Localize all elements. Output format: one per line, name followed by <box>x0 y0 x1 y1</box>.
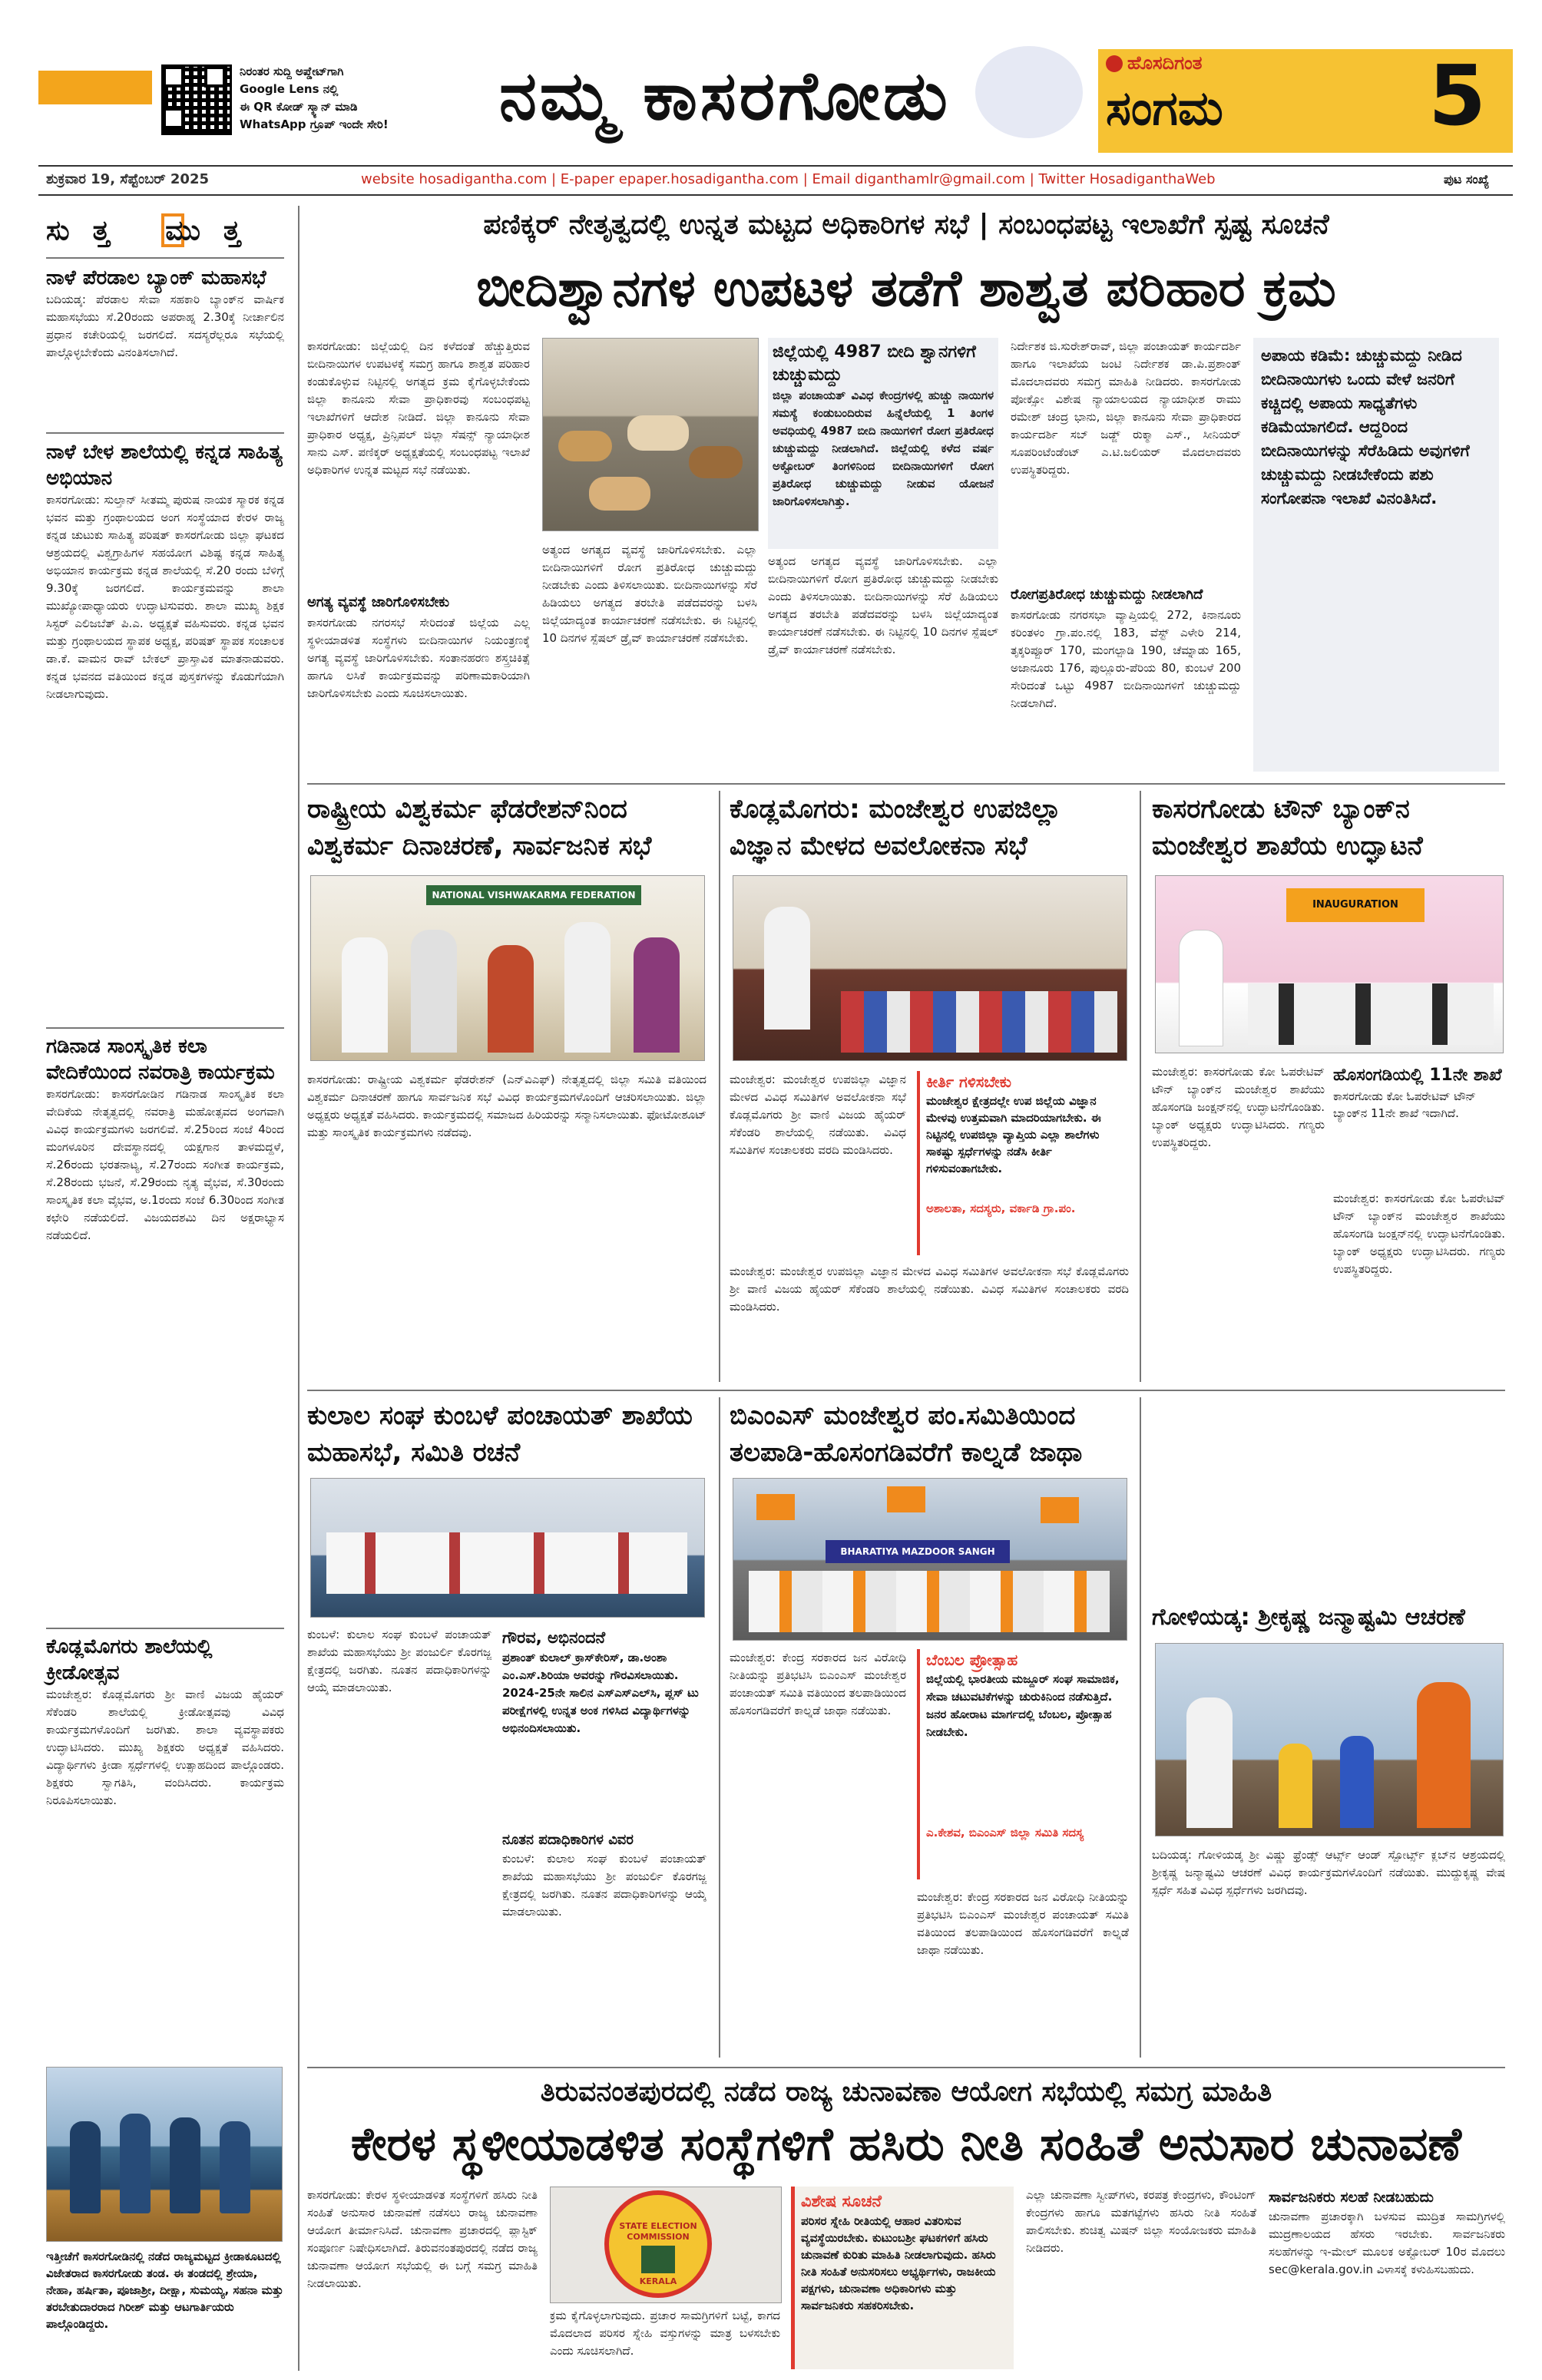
divider <box>46 1628 284 1629</box>
masthead-title: ನಮ್ಮ ಕಾಸರಗೋಡು <box>499 56 951 135</box>
story-head: ಕುಲಾಲ ಸಂಘ ಕುಂಬಳೆ ಪಂಚಾಯತ್ ಶಾಖೆಯ ಮಹಾಸಭೆ, ಸಮಿತಿ ರಚನೆ <box>307 1400 693 1468</box>
story-town-bank <box>1152 791 1505 868</box>
story-text-cont: ಮಂಜೇಶ್ವರ: ಕಾಸರಗೋಡು ಕೋ ಓಪರೇಟಿವ್ ಟೌನ್ ಬ್ಯಾಂಕ್‌ನ ಮಂಜೇಶ್ವರ ಶಾಖೆಯು ಹೊಸಂಗಡಿ ಜಂಕ್ಷನ್‌ನಲ್ಲಿ ಉದ್ಘಾಟನೆಗೊಂಡಿತು. ಬ್ಯಾಂಕ್ ಅಧ್ಯಕ್ಷರು ಉದ್ಘಾಟಿಸಿದರು. ಗಣ್ಯರು ಉಪಸ್ಥಿತರಿದ್ದರು. <box>1333 1192 1505 1276</box>
divider <box>46 257 284 259</box>
sports-team-photo <box>46 2067 283 2242</box>
seal-text: STATE ELECTION COMMISSION <box>619 2221 697 2242</box>
column-divider <box>719 791 720 1382</box>
qr-corner <box>163 107 184 129</box>
seal-ballot-icon <box>641 2246 675 2273</box>
player-figure <box>120 2114 151 2213</box>
danger-box <box>1253 338 1499 772</box>
kulala-meeting-photo <box>310 1478 705 1618</box>
person-figure <box>411 930 457 1053</box>
qr-line: Google Lens ನಲ್ಲಿ <box>240 82 339 96</box>
story-head: ಗೋಳಿಯಡ್ಕ: ಶ್ರೀಕೃಷ್ಣ ಜನ್ಮಾಷ್ಟಮಿ ಆಚರಣೆ <box>1152 1604 1465 1631</box>
dog-figure <box>589 477 650 511</box>
left-item-head: ನಾಳೆ ಬೇಳ ಶಾಲೆಯಲ್ಲಿ ಕನ್ನಡ ಸಾಹಿತ್ಯ ಅಭಿಯಾನ <box>46 441 283 490</box>
vishwakarma-photo <box>310 875 705 1061</box>
date: ಶುಕ್ರವಾರ 19, ಸೆಪ್ಟೆಂಬರ್ 2025 <box>46 171 210 187</box>
left-item <box>46 439 284 1021</box>
lead-col3-sub: ರೋಗಪ್ರತಿರೋಧ ಚುಚ್ಚುಮದ್ದು ನೀಡಲಾಗಿದೆ <box>1011 587 1203 603</box>
divider <box>46 432 284 434</box>
science-box-text: ಮಂಜೇಶ್ವರ ಕ್ಷೇತ್ರದಲ್ಲೇ ಉಪ ಜಿಲ್ಲೆಯ ವಿಜ್ಞಾನ ಮೇಳವು ಉತ್ತಮವಾಗಿ ಮಾದರಿಯಾಗಬೇಕು. ಈ ನಿಟ್ಟಿನಲ್ಲಿ ಉಪಜಿಲ್ಲಾ ವ್ಯಾಪ್ತಿಯ ಎಲ್ಲಾ ಶಾಲೆಗಳು ಸಾಕಷ್ಟು ಸ್ಪರ್ಧೆಗಳನ್ನು ನಡೆಸಿ ಕೀರ್ತಿ ಗಳಿಸುವಂತಾಗಬೇಕು. <box>926 1094 1101 1175</box>
page-label: ಪುಟ ಸಂಖ್ಯೆ <box>1444 172 1490 187</box>
lead-kicker: ಪಣಿಕ್ಕರ್ ನೇತೃತ್ವದಲ್ಲಿ ಉನ್ನತ ಮಟ್ಟದ ಅಧಿಕಾರಿಗಳ ಸಭೆ | ಸಂಬಂಧಪಟ್ಟ ಇಲಾಖೆಗೆ ಸ್ಪಷ್ಟ ಸೂಚನೆ <box>483 209 1329 240</box>
child-figure <box>1340 1736 1374 1828</box>
election-seal-icon <box>604 2190 712 2298</box>
election-col4-text: ಚುನಾವಣಾ ಪ್ರಚಾರಕ್ಕಾಗಿ ಬಳಸುವ ಮುದ್ರಿತ ಸಾಮಗ್ರಿಗಳಲ್ಲಿ ಮುದ್ರಣಾಲಯದ ಹೆಸರು ಇರಬೇಕು. ಸಾರ್ವಜನಿಕರು ಸಲಹೆಗಳನ್ನು ಇ-ಮೇಲ್ ಮೂಲಕ ಅಕ್ಟೋಬರ್ 10ರ ಮೊದಲು sec@kerala.gov.in ವಿಳಾಸಕ್ಕೆ ಕಳುಹಿಸಬಹುದು. <box>1269 2210 1505 2276</box>
divider <box>307 2067 1505 2068</box>
qr-line: WhatsApp ಗ್ರೂಪ್ ಇಂದೇ ಸೇರಿ! <box>240 117 389 131</box>
person-figure <box>1179 930 1223 1046</box>
masthead-accent <box>38 71 152 104</box>
story-head: ಬಿಎಂಎಸ್ ಮಂಜೇಶ್ವರ ಪಂ.ಸಮಿತಿಯಿಂದ ತಲಪಾಡಿ-ಹೊಸಂಗಡಿವರೆಗೆ ಕಾಲ್ನಡೆ ಜಾಥಾ <box>730 1400 1083 1468</box>
column-divider <box>298 206 299 2371</box>
lead-col3: ನಿರ್ದೇಶಕ ಜಿ.ಸುರೇಶ್‌ರಾವ್, ಜಿಲ್ಲಾ ಪಂಚಾಯತ್ ಕಾರ್ಯದರ್ಶಿ ಹಾಗೂ ಇಲಾಖೆಯ ಜಂಟಿ ನಿರ್ದೇಶಕ ಡಾ.ಪಿ.ಪ್ರಶಾಂತ್ ಮೊದಲಾದವರು ಸಮಗ್ರ ಮಾಹಿತಿ ನೀಡಿದರು. ಕಾಸರಗೋಡು ಪೋಕ್ಸೋ ವಿಶೇಷ ನ್ಯಾಯಾಲಯದ ನ್ಯಾಯಾಧೀಶ ರಾಮು ರಮೇಶ್ ಚಂದ್ರ ಭಾನು, ಜಿಲ್ಲಾ ಕಾನೂನು ಸೇವಾ ಪ್ರಾಧಿಕಾರದ ಕಾರ್ಯದರ್ಶಿ ಸಬ್ ಜಡ್ಜ್ ರುಕ್ಮಾ ಎಸ್., ಸೀನಿಯರ್ ಸೂಪರಿಂಟೆಂಡೆಂಟ್ ಎ.ಟಿ.ಜಲಿಯರ್ ಮೊದಲಾದವರು ಉಪಸ್ಥಿತರಿದ್ದರು. <box>1011 339 1241 477</box>
audience-row <box>841 991 1117 1053</box>
story-text: ಕುಂಬಳೆ: ಕುಲಾಲ ಸಂಘ ಕುಂಬಳೆ ಪಂಚಾಯತ್ ಶಾಖೆಯ ಮಹಾಸಭೆಯು ಶ್ರೀ ಪಂಜುರ್ಲಿ ಕೊರಗಜ್ಜ ಕ್ಷೇತ್ರದಲ್ಲಿ ಜರಗಿತು. ನೂತನ ಪದಾಧಿಕಾರಿಗಳನ್ನು ಆಯ್ಕೆ ಮಾಡಲಾಯಿತು. <box>307 1628 491 1694</box>
story-janmashtami <box>1152 1601 1505 1635</box>
left-item <box>46 1634 284 2039</box>
special-notice-text: ಪರಿಸರ ಸ್ನೇಹಿ ರೀತಿಯಲ್ಲಿ ಆಹಾರ ವಿತರಿಸುವ ವ್ಯವಸ್ಥೆಯಿರಬೇಕು. ಕುಟುಂಬಶ್ರೀ ಘಟಕಗಳಿಗೆ ಹಸಿರು ಚುನಾವಣೆ ಕುರಿತು ಮಾಹಿತಿ ನೀಡಲಾಗುವುದು. ಹಸಿರು ನೀತಿ ಸಂಹಿತೆ ಅನುಸರಿಸಲು ಅಭ್ಯರ್ಥಿಗಳು, ರಾಜಕೀಯ ಪಕ್ಷಗಳು, ಚುನಾವಣಾ ಅಧಿಕಾರಿಗಳು ಮತ್ತು ಸಾರ್ವಜನಿಕರು ಸಹಕರಿಸಬೇಕು. <box>801 2214 996 2312</box>
lead-col3b: ಕಾಸರಗೋಡು ನಗರಸಭಾ ವ್ಯಾಪ್ತಿಯಲ್ಲಿ 272, ಕಿನಾನೂರು ಕರಿಂತಳಂ ಗ್ರಾ.ಪಂ.ನಲ್ಲಿ 183, ವೆಸ್ಟ್ ಎಳೇರಿ 214, ತೃಕ್ಕರಿಪ್ಪೂರ್ 170, ಮಂಗಲ್ಪಾಡಿ 190, ಚೆಮ್ನಾಡು 165, ಅಜಾನೂರು 176, ಪುಲ್ಲೂರು-ಪೆರಿಯ 80, ಕುಂಬಳೆ 200 ಸೇರಿದಂತೆ ಒಟ್ಟು 4987 ಬೀದಿನಾಯಿಗಳಿಗೆ ಚುಚ್ಚುಮದ್ದು ನೀಡಲಾಗಿದೆ. <box>1011 608 1241 710</box>
section-title <box>46 209 284 253</box>
story-head: ಕೊಡ್ಲಮೊಗರು: ಮಂಜೇಶ್ವರ ಉಪಜಿಲ್ಲಾ ವಿಜ್ಞಾನ ಮೇಳದ ಅವಲೋಕನಾ ಸಭೆ <box>730 794 1061 861</box>
contact-links[interactable]: website hosadigantha.com | E-paper epaper.hosadigantha.com | Email diganthamlr@gmail.com | Twitter HosadiganthaWeb <box>361 171 1216 187</box>
stray-dogs-photo <box>542 338 759 531</box>
qr-instructions <box>240 63 401 134</box>
divider <box>46 1027 284 1029</box>
person-figure <box>342 937 388 1053</box>
science-box-head: ಕೀರ್ತಿ ಗಳಿಸಬೇಕು <box>926 1073 1011 1091</box>
player-figure <box>170 2117 200 2213</box>
election-kicker: ತಿರುವನಂತಪುರದಲ್ಲಿ ನಡೆದ ರಾಜ್ಯ ಚುನಾವಣಾ ಆಯೋಗ ಸಭೆಯಲ್ಲಿ ಸಮಗ್ರ ಮಾಹಿತಿ <box>540 2076 1272 2107</box>
lead-col1-sub: ಅಗತ್ಯ ವ್ಯವಸ್ಥೆ ಜಾರಿಗೊಳಿಸಬೇಕು <box>307 594 450 610</box>
bms-box-text: ಜಿಲ್ಲೆಯಲ್ಲಿ ಭಾರತೀಯ ಮಜ್ದೂರ್ ಸಂಘ ಸಾಮಾಜಿಕ, ಸೇವಾ ಚಟುವಟಿಕೆಗಳನ್ನು ಚುರುಕಿನಿಂದ ನಡೆಸುತ್ತಿದೆ. ಜನರ ಹೋರಾಟ ಮಾರ್ಗದಲ್ಲಿ ಬೆಂಬಲ, ಪ್ರೋತ್ಸಾಹ ನೀಡಬೇಕು. <box>926 1672 1120 1739</box>
person-figure <box>564 922 611 1053</box>
bank-box-text: ಕಾಸರಗೋಡು ಕೋ ಓಪರೇಟಿವ್ ಟೌನ್ ಬ್ಯಾಂಕ್‌ನ 11ನೇ ಶಾಖೆ ಇದಾಗಿದೆ. <box>1333 1089 1476 1120</box>
person-figure <box>1417 1682 1471 1828</box>
story-text-cont: ಮಂಜೇಶ್ವರ: ಕೇಂದ್ರ ಸರಕಾರದ ಜನ ವಿರೋಧಿ ನೀತಿಯನ್ನು ಪ್ರತಿಭಟಿಸಿ ಬಿಎಂಎಸ್ ಮಂಜೇಶ್ವರ ಪಂಚಾಯತ್ ಸಮಿತಿ ವತಿಯಿಂದ ತಲಪಾಡಿಯಿಂದ ಹೊಸಂಗಡಿವರೆಗೆ ಕಾಲ್ನಡೆ ಜಾಥಾ ನಡೆಯಿತು. <box>917 1890 1129 1957</box>
story-vishwakarma <box>307 791 706 868</box>
seated-row <box>1248 983 1494 1045</box>
column-divider <box>1140 791 1141 1382</box>
brand-small: ಹೊಸದಿಗಂತ <box>1127 52 1203 74</box>
story-text: ಬದಿಯಡ್ಕ: ಗೋಳಿಯಡ್ಕ ಶ್ರೀ ವಿಷ್ಣು ಫ್ರೆಂಡ್ಸ್ ಆರ್ಟ್ಸ್ ಆಂಡ್ ಸ್ಪೋರ್ಟ್ಸ್ ಕ್ಲಬ್‌ನ ಆಶ್ರಯದಲ್ಲಿ ಶ್ರೀಕೃಷ್ಣ ಜನ್ಮಾಷ್ಟಮಿ ಆಚರಣೆ ವಿವಿಧ ಕಾರ್ಯಕ್ರಮಗಳೊಂದಿಗೆ ನಡೆಯಿತು. ಮುದ್ದುಕೃಷ್ಣ ವೇಷ ಸ್ಪರ್ಧೆ ಸಹಿತ ವಿವಿಧ ಸ್ಪರ್ಧೆಗಳು ಜರಗಿದವು. <box>1152 1848 1505 1897</box>
lead-box <box>768 338 998 549</box>
child-figure <box>1279 1744 1312 1828</box>
column-divider <box>1140 1397 1141 2058</box>
bms-box-author: ಎ.ಕೇಶವ, ಬಿಎಂಎಸ್ ಜಿಲ್ಲಾ ಸಮಿತಿ ಸದಸ್ಯ <box>926 1826 1084 1840</box>
left-item-text: ಮಂಜೇಶ್ವರ: ಕೊಡ್ಲಮೊಗರು ಶ್ರೀ ವಾಣಿ ವಿಜಯ ಹೈಯರ್ ಸೆಕೆಂಡರಿ ಶಾಲೆಯಲ್ಲಿ ಕ್ರೀಡೋತ್ಸವವು ವಿವಿಧ ಕಾರ್ಯಕ್ರಮಗಳೊಂದಿಗೆ ಜರಗಿತು. ಶಾಲಾ ವ್ಯವಸ್ಥಾಪಕರು ಉದ್ಘಾಟಿಸಿದರು. ಮುಖ್ಯ ಶಿಕ್ಷಕರು ಅಧ್ಯಕ್ಷತೆ ವಹಿಸಿದರು. ವಿದ್ಯಾರ್ಥಿಗಳು ಕ್ರೀಡಾ ಸ್ಪರ್ಧೆಗಳಲ್ಲಿ ಉತ್ಸಾಹದಿಂದ ಪಾಲ್ಗೊಂಡರು. ಶಿಕ್ಷಕರು ಸ್ವಾಗತಿಸಿ, ವಂದಿಸಿದರು. ಕಾರ್ಯಕ್ರಮ ನಿರೂಪಿಸಲಾಯಿತು. <box>46 1687 284 1807</box>
bank-box <box>1333 1063 1505 1186</box>
janmashtami-photo <box>1155 1643 1504 1836</box>
dog-figure <box>558 431 612 461</box>
left-item-text: ಕಾಸರಗೋಡು: ಕಾಸರಗೋಡಿನ ಗಡಿನಾಡ ಸಾಂಸ್ಕೃತಿಕ ಕಲಾ ವೇದಿಕೆಯ ನೇತೃತ್ವದಲ್ಲಿ ನವರಾತ್ರಿ ಮಹೋತ್ಸವದ ಅಂಗವಾಗಿ ವಿವಿಧ ಕಾರ್ಯಕ್ರಮಗಳು ಜರಗಲಿವೆ. ಸೆ.25ರಿಂದ ಸಂಜೆ 4ರಿಂದ ಮಂಗಳೂರಿನ ದೇವಸ್ಥಾನದಲ್ಲಿ ಯಕ್ಷಗಾನ ತಾಳಮದ್ದಳೆ, ಸೆ.26ರಂದು ಭರತನಾಟ್ಯ, ಸೆ.27ರಂದು ಸಂಗೀತ ಕಾರ್ಯಕ್ರಮ, ಸೆ.28ರಂದು ಭಜನೆ, ಸೆ.29ರಂದು ನೃತ್ಯ ವೈಭವ, ಸೆ.30ರಂದು ಸಾಂಸ್ಕೃತಿಕ ಕಲಾ ವೈಭವ, ಅ.1ರಂದು ಸಂಜೆ 6.30ರಿಂದ ಸಂಗೀತ ಕಛೇರಿ ನಡೆಯಲಿದೆ. ವಿಜಯದಶಮಿ ದಿನ ಅಕ್ಷರಾಭ್ಯಾಸ ನಡೆಯಲಿದೆ. <box>46 1087 284 1242</box>
lead-headline: ಬೀದಿಶ್ವಾನಗಳ ಉಪಟಳ ತಡೆಗೆ ಶಾಶ್ವತ ಪರಿಹಾರ ಕ್ರಮ <box>476 259 1336 318</box>
banner-sign: INAUGURATION <box>1286 888 1425 922</box>
bms-box-head: ಬೆಂಬಲ ಪ್ರೋತ್ಸಾಹ <box>926 1651 1018 1669</box>
honour-box <box>502 1626 706 2050</box>
dog-figure <box>627 415 689 451</box>
special-notice-box <box>791 2187 1014 2369</box>
left-item <box>46 1033 284 1598</box>
left-item-head: ಗಡಿನಾಡ ಸಾಂಸ್ಕೃತಿಕ ಕಲಾ ವೇದಿಕೆಯಿಂದ ನವರಾತ್ರಿ ಕಾರ್ಯಕ್ರಮ <box>46 1035 275 1084</box>
brand-logo-icon <box>1106 55 1123 72</box>
lead-box-text: ಜಿಲ್ಲಾ ಪಂಚಾಯತ್ ವಿವಿಧ ಕೇಂದ್ರಗಳಲ್ಲಿ ಹುಚ್ಚು ನಾಯಿಗಳ ಸಮಸ್ಯೆ ಕಂಡುಬಂದಿರುವ ಹಿನ್ನೆಲೆಯಲ್ಲಿ 1 ತಿಂಗಳ ಅವಧಿಯಲ್ಲಿ 4987 ಬೀದಿ ನಾಯಿಗಳಿಗೆ ರೋಗ ಪ್ರತಿರೋಧ ಚುಚ್ಚುಮದ್ದು ನೀಡಲಾಗಿದೆ. ಜಿಲ್ಲೆಯಲ್ಲಿ ಕಳೆದ ವರ್ಷ ಅಕ್ಟೋಬರ್ ತಿಂಗಳಿನಿಂದ ಬೀದಿನಾಯಿಗಳಿಗೆ ರೋಗ ಪ್ರತಿರೋಧ ಚುಚ್ಚುಮದ್ದು ನೀಡುವ ಯೋಜನೆ ಜಾರಿಗೊಳಿಸಲಾಗಿತ್ತು. <box>773 388 994 508</box>
bank-box-head: ಹೊಸಂಗಡಿಯಲ್ಲಿ 11ನೇ ಶಾಖೆ <box>1333 1066 1502 1085</box>
divider <box>307 783 1505 785</box>
election-headline: ಕೇರಳ ಸ್ಥಳೀಯಾಡಳಿತ ಸಂಸ್ಥೆಗಳಿಗೆ ಹಸಿರು ನೀತಿ ಸಂಹಿತೆ ಅನುಸಾರ ಚುನಾವಣೆ <box>350 2117 1462 2171</box>
election-seal-photo <box>550 2187 782 2303</box>
photo-caption: ಇತ್ತೀಚೆಗೆ ಕಾಸರಗೋಡಿನಲ್ಲಿ ನಡೆದ ರಾಜ್ಯಮಟ್ಟದ ಕ್ರೀಡಾಕೂಟದಲ್ಲಿ ವಿಜೇತರಾದ ಕಾಸರಗೋಡು ತಂಡ. ಈ ತಂಡದಲ್ಲಿ ಶ್ರೇಯಾ, ನೇಹಾ, ಹರ್ಷಿತಾ, ಪೂಜಾಶ್ರೀ, ದೀಕ್ಷಾ, ಸುಮಯ್ಯ, ಸಹನಾ ಮತ್ತು ತರಬೇತುದಾರರಾದ ಗಿರೀಶ್ ಮತ್ತು ಆಟಗಾರ್ತಿಯರು ಪಾಲ್ಗೊಂಡಿದ್ದರು. <box>46 2249 283 2331</box>
left-item-text: ಬದಿಯಡ್ಕ: ಪೆರಡಾಲ ಸೇವಾ ಸಹಕಾರಿ ಬ್ಯಾಂಕ್‌ನ ವಾರ್ಷಿಕ ಮಹಾಸಭೆಯು ಸೆ.20ರಂದು ಅಪರಾಹ್ನ 2.30ಕ್ಕೆ ನೀರ್ಚಾಲಿನ ಪ್ರಧಾನ ಕಚೇರಿಯಲ್ಲಿ ಜರಗಲಿದೆ. ಸದಸ್ಯರೆಲ್ಲರೂ ಸಭೆಯಲ್ಲಿ ಪಾಲ್ಗೊಳ್ಳಬೇಕೆಂದು ವಿನಂತಿಸಲಾಗಿದೆ. <box>46 293 284 359</box>
story-text: ಮಂಜೇಶ್ವರ: ಕೇಂದ್ರ ಸರಕಾರದ ಜನ ವಿರೋಧಿ ನೀತಿಯನ್ನು ಪ್ರತಿಭಟಿಸಿ ಬಿಎಂಎಸ್ ಮಂಜೇಶ್ವರ ಪಂಚಾಯತ್ ಸಮಿತಿ ವತಿಯಿಂದ ತಲಪಾಡಿಯಿಂದ ಹೊಸಂಗಡಿವರೆಗೆ ಕಾಲ್ನಡೆ ಜಾಥಾ ನಡೆಯಿತು. <box>730 1651 906 1717</box>
lead-col2b: ಅತ್ಯಂದ ಅಗತ್ಯದ ವ್ಯವಸ್ಥೆ ಜಾರಿಗೊಳಿಸಬೇಕು. ಎಲ್ಲಾ ಬೀದಿನಾಯಿಗಳಿಗೆ ರೋಗ ಪ್ರತಿರೋಧ ಚುಚ್ಚುಮದ್ದು ನೀಡಬೇಕು ಎಂದು ತಿಳಿಸಲಾಯಿತು. ಬೀದಿನಾಯಿಗಳನ್ನು ಸೆರೆ ಹಿಡಿಯಲು ಅಗತ್ಯದ ತರಬೇತಿ ಪಡೆದವರನ್ನು ಬಳಸಿ ಜಿಲ್ಲೆಯಾದ್ಯಂತ ಕಾರ್ಯಾಚರಣೆ ನಡೆಸಬೇಕು. ಈ ನಿಟ್ಟಿನಲ್ಲಿ 10 ದಿನಗಳ ಸ್ಪೆಷಲ್ ಡ್ರೈವ್ ಕಾರ್ಯಾಚರಣೆ ನಡೆಸಬೇಕು. <box>768 554 998 656</box>
left-item-head: ಕೊಡ್ಲಮೊಗರು ಶಾಲೆಯಲ್ಲಿ ಕ್ರೀಡೋತ್ಸವ <box>46 1635 213 1684</box>
column-divider <box>719 1397 720 2058</box>
person-figure <box>1186 1697 1233 1828</box>
science-box-author: ಅಶಾಲತಾ, ಸದಸ್ಯರು, ವರ್ಕಾಡಿ ಗ್ರಾ.ಪಂ. <box>926 1202 1076 1215</box>
left-item-head: ನಾಳೆ ಪೆರಡಾಲ ಬ್ಯಾಂಕ್ ಮಹಾಸಭೆ <box>46 266 266 289</box>
section-title-text: ಸುತ್ತ ಮುತ್ತ <box>46 215 264 246</box>
science-box <box>917 1071 1129 1255</box>
bms-rally-photo <box>733 1478 1127 1641</box>
divider <box>307 1390 1505 1391</box>
story-text: ಮಂಜೇಶ್ವರ: ಮಂಜೇಶ್ವರ ಉಪಜಿಲ್ಲಾ ವಿಜ್ಞಾನ ಮೇಳದ ವಿವಿಧ ಸಮಿತಿಗಳ ಅವಲೋಕನಾ ಸಭೆ ಕೊಡ್ಲಮೊಗರು ಶ್ರೀ ವಾಣಿ ವಿಜಯ ಹೈಯರ್ ಸೆಕೆಂಡರಿ ಶಾಲೆಯಲ್ಲಿ ನಡೆಯಿತು. ವಿವಿಧ ಸಮಿತಿಗಳ ಸಂಚಾಲಕರು ವರದಿ ಮಂಡಿಸಿದರು. <box>730 1073 906 1157</box>
player-figure <box>70 2121 101 2213</box>
honour-box-sub: ನೂತನ ಪದಾಧಿಕಾರಿಗಳ ವಿವರ <box>502 1832 634 1848</box>
bms-box <box>917 1649 1129 1879</box>
lead-col1: ಕಾಸರಗೋಡು: ಜಿಲ್ಲೆಯಲ್ಲಿ ದಿನ ಕಳೆದಂತೆ ಹೆಚ್ಚುತ್ತಿರುವ ಬೀದಿನಾಯಿಗಳ ಉಪಟಳಕ್ಕೆ ಸಮಗ್ರ ಹಾಗೂ ಶಾಶ್ವತ ಪರಿಹಾರ ಕಂಡುಕೊಳ್ಳುವ ನಿಟ್ಟಿನಲ್ಲಿ ಅಗತ್ಯದ ಕ್ರಮ ಕೈಗೊಳ್ಳಬೇಕೆಂದು ಜಿಲ್ಲಾ ಕಾನೂನು ಸೇವಾ ಪ್ರಾಧಿಕಾರವು ಸಂಬಂಧಪಟ್ಟ ಇಲಾಖೆಗಳಿಗೆ ಆದೇಶ ನೀಡಿದೆ. ಜಿಲ್ಲಾ ಕಾನೂನು ಸೇವಾ ಪ್ರಾಧಿಕಾರ ಅಧ್ಯಕ್ಷ, ಪ್ರಿನ್ಸಿಪಲ್ ಜಿಲ್ಲಾ ಸೆಷನ್ಸ್ ನ್ಯಾಯಾಧೀಶ ಸಾನು ಎಸ್. ಪಣಿಕ್ಕರ್ ಅಧ್ಯಕ್ಷತೆಯಲ್ಲಿ ಸಂಬಂಧಪಟ್ಟ ಇಲಾಖೆ ಅಧಿಕಾರಿಗಳ ಉನ್ನತ ಮಟ್ಟದ ಸಭೆ ನಡೆಯಿತು. <box>307 339 530 477</box>
election-col2: ಕ್ರಮ ಕೈಗೊಳ್ಳಲಾಗುವುದು. ಪ್ರಚಾರ ಸಾಮಗ್ರಿಗಳಿಗೆ ಬಟ್ಟೆ, ಕಾಗದ ಮೊದಲಾದ ಪರಿಸರ ಸ್ನೇಹಿ ವಸ್ತುಗಳನ್ನು ಮಾತ್ರ ಬಳಸಬೇಕು ಎಂದು ಸೂಚಿಸಲಾಗಿದೆ. <box>550 2309 780 2358</box>
story-science-fair <box>730 791 1129 868</box>
banner-sign: BHARATIYA MAZDOOR SANGH <box>826 1540 1010 1563</box>
bank-inauguration-photo <box>1155 875 1504 1053</box>
honour-box-cont: ಕುಂಬಳೆ: ಕುಲಾಲ ಸಂಘ ಕುಂಬಳೆ ಪಂಚಾಯತ್ ಶಾಖೆಯ ಮಹಾಸಭೆಯು ಶ್ರೀ ಪಂಜುರ್ಲಿ ಕೊರಗಜ್ಜ ಕ್ಷೇತ್ರದಲ್ಲಿ ಜರಗಿತು. ನೂತನ ಪದಾಧಿಕಾರಿಗಳನ್ನು ಆಯ್ಕೆ ಮಾಡಲಾಯಿತು. <box>502 1852 706 1919</box>
person-figure <box>488 945 534 1053</box>
qr-line: ಈ QR ಕೋಡ್ ಸ್ಕ್ಯಾನ್ ಮಾಡಿ <box>240 100 358 114</box>
qr-corner <box>163 66 184 88</box>
seal-sub: KERALA <box>639 2276 677 2286</box>
story-head: ರಾಷ್ಟ್ರೀಯ ವಿಶ್ವಕರ್ಮ ಫೆಡರೇಶನ್‌ನಿಂದ ವಿಶ್ವಕರ್ಮ ದಿನಾಚರಣೆ, ಸಾರ್ವಜನಿಕ ಸಭೆ <box>307 794 652 861</box>
story-text: ಮಂಜೇಶ್ವರ: ಕಾಸರಗೋಡು ಕೋ ಓಪರೇಟಿವ್ ಟೌನ್ ಬ್ಯಾಂಕ್‌ನ ಮಂಜೇಶ್ವರ ಶಾಖೆಯು ಹೊಸಂಗಡಿ ಜಂಕ್ಷನ್‌ನಲ್ಲಿ ಉದ್ಘಾಟನೆಗೊಂಡಿತು. ಬ್ಯಾಂಕ್ ಅಧ್ಯಕ್ಷರು ಉದ್ಘಾಟಿಸಿದರು. ಗಣ್ಯರು ಉಪಸ್ಥಿತರಿದ್ದರು. <box>1152 1065 1325 1149</box>
danger-box-text: ಅಪಾಯ ಕಡಿಮೆ: ಚುಚ್ಚುಮದ್ದು ನೀಡಿದ ಬೀದಿನಾಯಿಗಳು ಒಂದು ವೇಳೆ ಜನರಿಗೆ ಕಚ್ಚಿದಲ್ಲಿ ಅಪಾಯ ಸಾಧ್ಯತೆಗಳು ಕಡಿಮೆಯಾಗಲಿದೆ. ಆದ್ದರಿಂದ ಬೀದಿನಾಯಿಗಳನ್ನು ಸೆರೆಹಿಡಿದು ಅವುಗಳಿಗೆ ಚುಚ್ಚುಮದ್ದು ನೀಡಬೇಕೆಂದು ಪಶು ಸಂಗೋಪನಾ ಇಲಾಖೆ ವಿನಂತಿಸಿದೆ. <box>1261 346 1470 507</box>
dog-figure <box>689 446 743 478</box>
science-fair-photo <box>733 875 1127 1061</box>
marchers-row <box>749 1571 1110 1632</box>
election-col4-head: ಸಾರ್ವಜನಿಕರು ಸಲಹೆ ನೀಡಬಹುದು <box>1269 2189 1434 2206</box>
brand-name: ಸಂಗಮ <box>1106 80 1223 136</box>
story-head: ಕಾಸರಗೋಡು ಟೌನ್ ಬ್ಯಾಂಕ್‌ನ ಮಂಜೇಶ್ವರ ಶಾಖೆಯ ಉದ್ಘಾಟನೆ <box>1152 794 1423 861</box>
story-bms <box>730 1397 1129 1474</box>
player-figure <box>220 2121 250 2213</box>
left-item <box>46 265 284 395</box>
election-col4 <box>1269 2187 1505 2366</box>
honour-box-text: ಪ್ರಶಾಂತ್ ಕುಲಾಲ್ ಕ್ರಾಸ್‌ಕೇರಿಸ್, ಡಾ.ಅಂಶಾ ಎಂ.ಎಸ್.ಶಿರಿಯಾ ಅವರನ್ನು ಗೌರವಿಸಲಾಯಿತು. 2024-25ನೇ ಸಾಲಿನ ಎಸ್‌ಎಸ್‌ಎಲ್‌ಸಿ, ಪ್ಲಸ್ ಟು ಪರೀಕ್ಷೆಗಳಲ್ಲಿ ಉನ್ನತ ಅಂಕ ಗಳಿಸಿದ ವಿದ್ಯಾರ್ಥಿಗಳನ್ನು ಅಭಿನಂದಿಸಲಾಯಿತು. <box>502 1651 699 1735</box>
election-col1: ಕಾಸರಗೋಡು: ಕೇರಳ ಸ್ಥಳೀಯಾಡಳಿತ ಸಂಸ್ಥೆಗಳಿಗೆ ಹಸಿರು ನೀತಿ ಸಂಹಿತೆ ಅನುಸಾರ ಚುನಾವಣೆ ನಡೆಸಲು ರಾಜ್ಯ ಚುನಾವಣಾ ಆಯೋಗ ತೀರ್ಮಾನಿಸಿದೆ. ಚುನಾವಣಾ ಪ್ರಚಾರದಲ್ಲಿ ಪ್ಲಾಸ್ಟಿಕ್ ಸಂಪೂರ್ಣ ನಿಷೇಧಿಸಲಾಗಿದೆ. ತಿರುವನಂತಪುರದಲ್ಲಿ ನಡೆದ ರಾಜ್ಯ ಚುನಾವಣಾ ಆಯೋಗ ಸಭೆಯಲ್ಲಿ ಈ ಬಗ್ಗೆ ಸಮಗ್ರ ಮಾಹಿತಿ ನೀಡಲಾಯಿತು. <box>307 2188 538 2290</box>
lead-col1b: ಕಾಸರಗೋಡು ನಗರಸಭೆ ಸೇರಿದಂತೆ ಜಿಲ್ಲೆಯ ಎಲ್ಲ ಸ್ಥಳೀಯಾಡಳಿತ ಸಂಸ್ಥೆಗಳು ಬೀದಿನಾಯಿಗಳ ನಿಯಂತ್ರಣಕ್ಕೆ ಅಗತ್ಯ ವ್ಯವಸ್ಥೆ ಜಾರಿಗೊಳಿಸಬೇಕು. ಸಂತಾನಹರಣ ಶಸ್ತ್ರಚಿಕಿತ್ಸೆ ಹಾಗೂ ಲಸಿಕೆ ಕಾರ್ಯಕ್ರಮವನ್ನು ಪರಿಣಾಮಕಾರಿಯಾಗಿ ಜಾರಿಗೊಳಿಸಬೇಕು ಎಂದು ಸೂಚಿಸಲಾಯಿತು. <box>307 616 530 700</box>
election-col3: ಎಲ್ಲಾ ಚುನಾವಣಾ ಸ್ವೀಪ್‌ಗಳು, ಕರಪತ್ರ ಕೇಂದ್ರಗಳು, ಕೌಂಟಿಂಗ್ ಕೇಂದ್ರಗಳು ಹಾಗೂ ಮತಗಟ್ಟೆಗಳು ಹಸಿರು ನೀತಿ ಸಂಹಿತೆ ಪಾಲಿಸಬೇಕು. ಶುಚಿತ್ವ ಮಿಷನ್ ಜಿಲ್ಲಾ ಸಂಯೋಜಕರು ಮಾಹಿತಿ ನೀಡಿದರು. <box>1026 2188 1256 2255</box>
banner-sign: NATIONAL VISHWAKARMA FEDERATION <box>426 885 641 905</box>
lead-col2: ಅತ್ಯಂದ ಅಗತ್ಯದ ವ್ಯವಸ್ಥೆ ಜಾರಿಗೊಳಿಸಬೇಕು. ಎಲ್ಲಾ ಬೀದಿನಾಯಿಗಳಿಗೆ ರೋಗ ಪ್ರತಿರೋಧ ಚುಚ್ಚುಮದ್ದು ನೀಡಬೇಕು ಎಂದು ತಿಳಿಸಲಾಯಿತು. ಬೀದಿನಾಯಿಗಳನ್ನು ಸೆರೆ ಹಿಡಿಯಲು ಅಗತ್ಯದ ತರಬೇತಿ ಪಡೆದವರನ್ನು ಬಳಸಿ ಜಿಲ್ಲೆಯಾದ್ಯಂತ ಕಾರ್ಯಾಚರಣೆ ನಡೆಸಬೇಕು. ಈ ನಿಟ್ಟಿನಲ್ಲಿ 10 ದಿನಗಳ ಸ್ಪೆಷಲ್ ಡ್ರೈವ್ ಕಾರ್ಯಾಚರಣೆ ನಡೆಸಬೇಕು. <box>542 543 757 645</box>
story-text-cont: ಮಂಜೇಶ್ವರ: ಮಂಜೇಶ್ವರ ಉಪಜಿಲ್ಲಾ ವಿಜ್ಞಾನ ಮೇಳದ ವಿವಿಧ ಸಮಿತಿಗಳ ಅವಲೋಕನಾ ಸಭೆ ಕೊಡ್ಲಮೊಗರು ಶ್ರೀ ವಾಣಿ ವಿಜಯ ಹೈಯರ್ ಸೆಕೆಂಡರಿ ಶಾಲೆಯಲ್ಲಿ ನಡೆಯಿತು. ವಿವಿಧ ಸಮಿತಿಗಳ ಸಂಚಾಲಕರು ವರದಿ ಮಂಡಿಸಿದರು. <box>730 1264 1129 1314</box>
page-number: 5 <box>1428 48 1487 144</box>
flag-icon <box>756 1494 795 1520</box>
qr-corner <box>204 66 226 88</box>
lead-box-head: ಜಿಲ್ಲೆಯಲ್ಲಿ 4987 ಬೀದಿ ಶ್ವಾನಗಳಿಗೆ ಚುಚ್ಚುಮದ್ದು <box>773 342 976 385</box>
left-item-text: ಕಾಸರಗೋಡು: ಸುಲ್ತಾನ್ ಸೀತಮ್ಮ ಪುರುಷ ನಾಯಕ ಸ್ಮಾರಕ ಕನ್ನಡ ಭವನ ಮತ್ತು ಗ್ರಂಥಾಲಯದ ಅಂಗ ಸಂಸ್ಥೆಯಾದ ಕೇರಳ ರಾಜ್ಯ ಕನ್ನಡ ಚುಟುಕು ಸಾಹಿತ್ಯ ಪರಿಷತ್ ಕಾಸರಗೋಡು ಜಿಲ್ಲಾ ಘಟಕದ ಆಶ್ರಯದಲ್ಲಿ ವಿಶ್ವಗ್ರಾಹಿಗಳ ಸಹಯೋಗ ವಿಶಿಷ್ಟ ಕನ್ನಡ ಸಾಹಿತ್ಯ ಅಭಿಯಾನ ಕಾರ್ಯಕ್ರಮ ಕನ್ನಡ ಶಾಲೆಯಲ್ಲಿ ಸೆ.20 ರಂದು ಬೆಳಿಗ್ಗೆ 9.30ಕ್ಕೆ ಜರಗಲಿದೆ. ಕಾರ್ಯಕ್ರಮವನ್ನು ಶಾಲಾ ಮುಖ್ಯೋಪಾಧ್ಯಾಯರು ಉದ್ಘಾಟಿಸುವರು. ಶಾಲಾ ಮುಖ್ಯ ಶಿಕ್ಷಕ ಸಿಸ್ಟರ್ ಎಲಿಜಬೆತ್ ಪಿ.ಎ. ಅಧ್ಯಕ್ಷತೆ ವಹಿಸುವರು. ಕನ್ನಡ ಭವನ ಮತ್ತು ಗ್ರಂಥಾಲಯದ ಸ್ಥಾಪಕ ಅಧ್ಯಕ್ಷ, ಪರಿಷತ್ ಸ್ಥಾಪಕ ಸಂಚಾಲಕ ಡಾ.ಕೆ. ವಾಮನ ರಾವ್ ಬೇಕಲ್ ಪ್ರಾಸ್ತಾವಿಕ ಮಾತನಾಡುವರು. ಕನ್ನಡ ಭವನದ ವತಿಯಿಂದ ಕನ್ನಡ ಪುಸ್ತಕಗಳನ್ನು ಕೊಡುಗೆಯಾಗಿ ನೀಡಲಾಗುವುದು. <box>46 493 284 701</box>
speaker-figure <box>764 907 810 1030</box>
story-text: ಕಾಸರಗೋಡು: ರಾಷ್ಟ್ರೀಯ ವಿಶ್ವಕರ್ಮ ಫೆಡರೇಶನ್ (ಎನ್‌ವಿಎಫ್) ನೇತೃತ್ವದಲ್ಲಿ ಜಿಲ್ಲಾ ಸಮಿತಿ ವತಿಯಿಂದ ವಿಶ್ವಕರ್ಮ ದಿನಾಚರಣೆ ಹಾಗೂ ಸಾರ್ವಜನಿಕ ಸಭೆ ವಿವಿಧ ಕಾರ್ಯಕ್ರಮಗಳೊಂದಿಗೆ ಆಚರಿಸಲಾಯಿತು. ಜಿಲ್ಲಾ ಅಧ್ಯಕ್ಷರು ಅಧ್ಯಕ್ಷತೆ ವಹಿಸಿದರು. ಕಾರ್ಯಕ್ರಮದಲ್ಲಿ ಸಮಾಜದ ಹಿರಿಯರನ್ನು ಸನ್ಮಾನಿಸಲಾಯಿತು. ಫೋಟೋಶೂಟ್ ಮತ್ತು ಸಾಂಸ್ಕೃತಿಕ ಕಾರ್ಯಕ್ರಮಗಳು ನಡೆದವು. <box>307 1073 706 1139</box>
seated-row <box>326 1532 687 1594</box>
honour-box-head: ಗೌರವ, ಅಭಿನಂದನೆ <box>502 1628 606 1647</box>
story-kulala <box>307 1397 706 1474</box>
qr-line: ನಿರಂತರ ಸುದ್ದಿ ಅಪ್ಡೇಟ್‌ಗಾಗಿ <box>240 64 344 78</box>
flag-icon <box>1041 1497 1079 1523</box>
flag-icon <box>887 1486 925 1512</box>
person-figure <box>634 937 680 1053</box>
special-notice-head: ವಿಶೇಷ ಸೂಚನೆ <box>801 2192 882 2210</box>
